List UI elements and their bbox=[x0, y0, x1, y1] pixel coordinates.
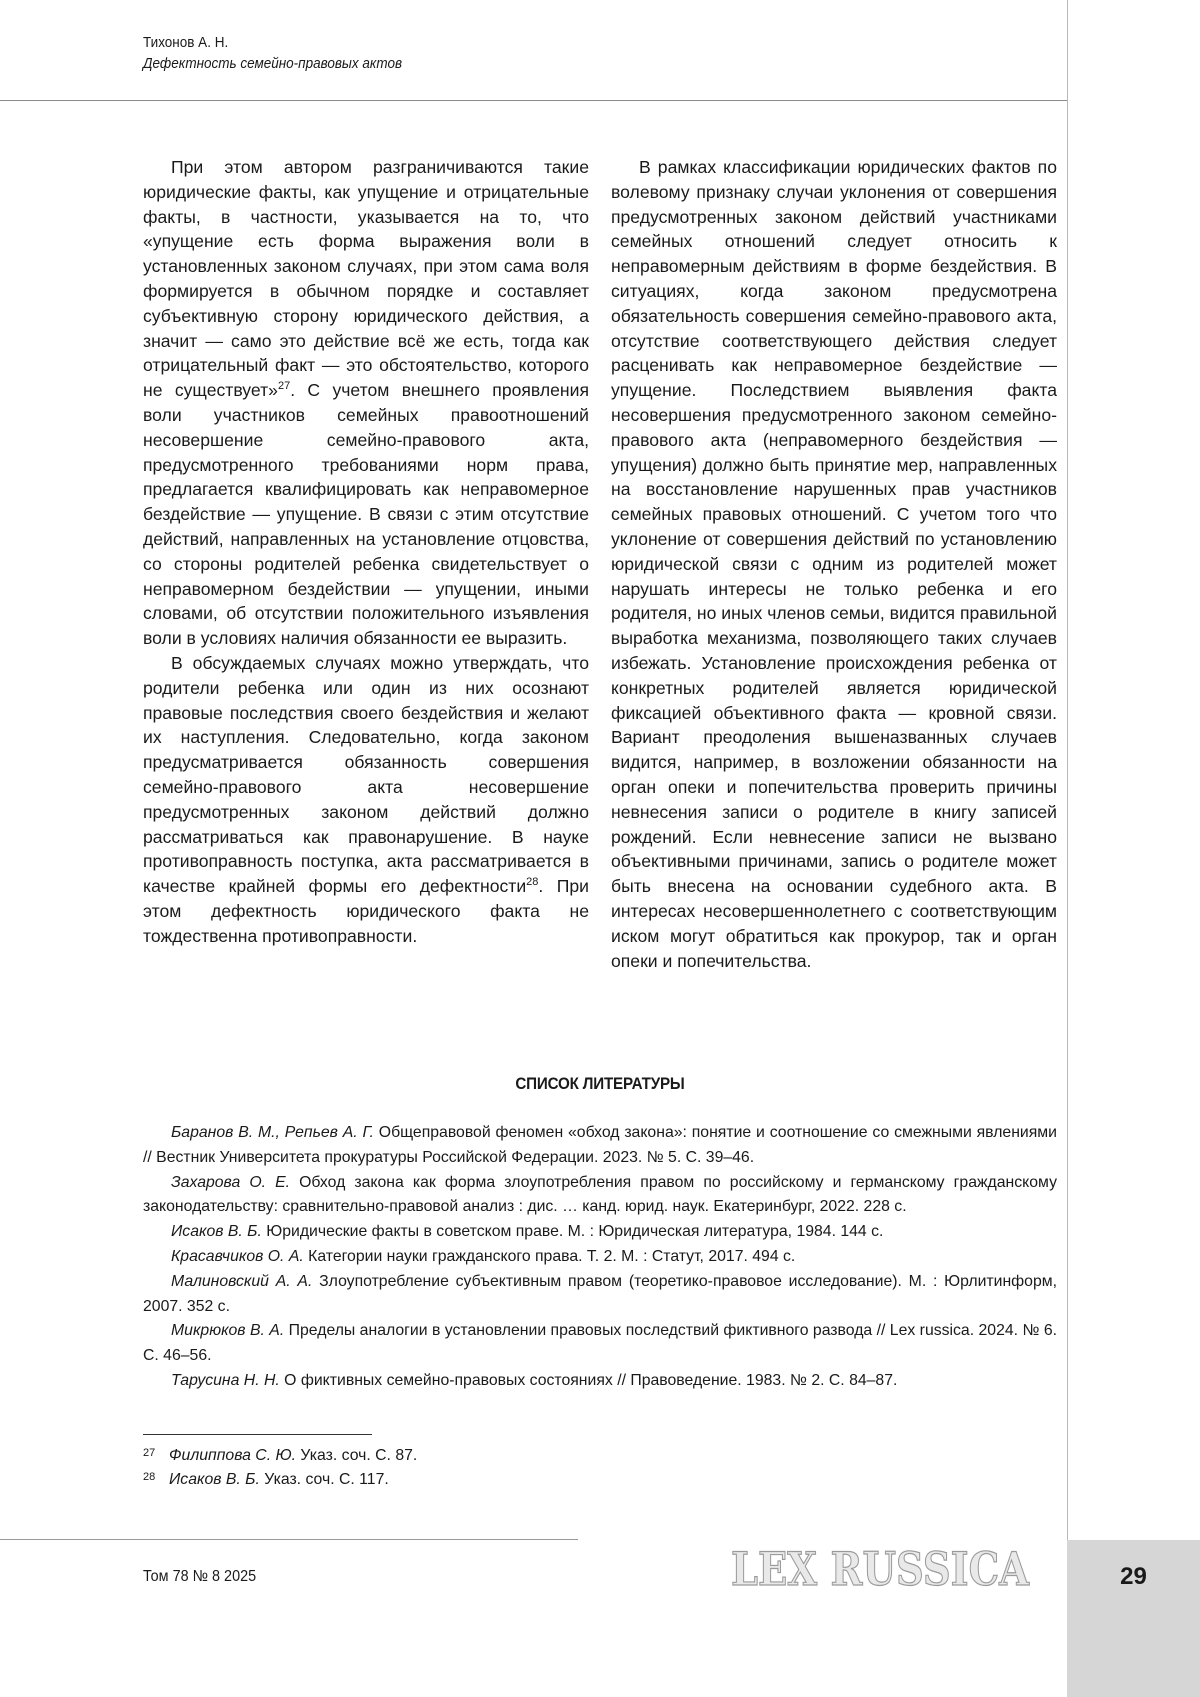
journal-issue: Том 78 № 8 2025 bbox=[143, 1568, 257, 1585]
reference-text: Пределы аналогии в установлении правовых последствий фиктивного развода // Lex russica. 2024. № 6. С. 46–56. bbox=[143, 1322, 1058, 1365]
footnotes bbox=[143, 1444, 1057, 1492]
paragraph bbox=[143, 651, 589, 949]
footnote-author: Филиппова С. Ю. bbox=[169, 1447, 297, 1464]
footnote-number: 27 bbox=[143, 1447, 156, 1459]
lex-russica-logo bbox=[727, 1538, 1033, 1598]
side-margin-bar bbox=[1067, 0, 1200, 1697]
reference-item bbox=[143, 1171, 1057, 1221]
references-title: СПИСОК ЛИТЕРАТУРЫ bbox=[515, 1075, 685, 1093]
reference-text: Общеправовой феномен «обход закона»: понятие и соотношение со смежными явлениями // Вестник Университета прокуратуры Российской Федерации. 2023. № 5. С. 39–46. bbox=[143, 1124, 1057, 1166]
paragraph-text: . При этом дефектность юридического факта не тождественна противоправности. bbox=[143, 876, 589, 946]
reference-text: Юридические факты в советском праве. М. : Юридическая литература, 1984. 144 с. bbox=[261, 1223, 884, 1241]
article-body bbox=[143, 155, 1057, 973]
reference-authors: Исаков В. Б. bbox=[171, 1223, 262, 1241]
paragraph-text: При этом автором разграничиваются такие юридические факты, как упущение и отрицательные факты, в частности, указывается на то, что «упущение есть форма выражения воли в установленных законом случаях, при этом сама воля формируется в обычном порядке и составляет субъективную сторону юридического действия, а значит — само это действие всё же есть, тогда как отрицательный факт — это обстоятельство, которого не существует» bbox=[143, 157, 589, 401]
reference-authors: Микрюков В. А. bbox=[171, 1322, 285, 1340]
footnote-number: 28 bbox=[143, 1471, 156, 1483]
footnote-text: Указ. соч. С. 87. bbox=[296, 1447, 418, 1464]
left-column bbox=[143, 155, 589, 973]
header-article-title: Дефектность семейно-правовых актов bbox=[143, 55, 403, 72]
footnote-ref: 28 bbox=[526, 876, 539, 889]
footnote-text: Указ. соч. С. 117. bbox=[259, 1471, 389, 1488]
paragraph: В рамках классификации юридических фактов по волевому признаку случаи уклонения от совершения предусмотренных законом действий участниками семейных отношений следует относить к неправомерным действиям в форме бездействия. В ситуациях, когда законом предусмотрена обязательность совершения семейно-правового акта, отсутствие соответствующего действия следует расценивать как неправомерное бездействие — упущение. Последствием выявления факта несовершения предусмотренного законом семейно-правового акта (неправомерного бездействия — упущения) должно быть принятие мер, направленных на восстановление нарушенных прав участников семейных правовых отношений. С учетом того что уклонение от совершения действий по установлению юридической связи с одним из родителей может нарушать интересы не только ребенка и его родителя, но иных членов семьи, видится правильной выработка механизма, позволяющего таких случаев избежать. Установление происхождения ребенка от конкретных родителей является юридической фиксацией объективного факта — кровной связи. Вариант преодоления вышеназванных случаев видится, например, в возложении обязанности на орган опеки и попечительства проверить причины невнесения записи о родителе в книгу записей рождений. Если невнесение записи не вызвано объективными причинами, запись о родителе может быть внесена на основании судебного акта. В интересах несовершеннолетнего с соответствующим иском могут обратиться как прокурор, так и орган опеки и попечительства. bbox=[611, 157, 1057, 971]
reference-authors: Малиновский А. А. bbox=[171, 1272, 313, 1290]
reference-item bbox=[143, 1220, 1057, 1245]
reference-item bbox=[143, 1369, 1057, 1394]
reference-text: Обход закона как форма злоупотребления правом по российскому и германскому гражданскому законодательству: сравнительно-правовой анализ : дис. … канд. юрид. наук. Екатеринбург, 2022. 228 с. bbox=[143, 1173, 1057, 1216]
footnote bbox=[143, 1444, 1057, 1468]
paragraph-text: В обсуждаемых случаях можно утверждать, что родители ребенка или один из них осознают правовые последствия своего бездействия и желают их наступления. Следовательно, когда законом предусматривается обязанность совершения семейно-правового акта несовершение предусмотренных законом действий должно рассматриваться как правонарушение. В науке противоправность поступка, акта рассматривается в качестве крайней формы его дефектности bbox=[143, 652, 589, 897]
page-number: 29 bbox=[1120, 1563, 1147, 1590]
references-list bbox=[143, 1121, 1057, 1394]
paragraph bbox=[143, 155, 589, 651]
reference-authors: Тарусина Н. Н. bbox=[171, 1371, 280, 1389]
footnote-divider bbox=[143, 1434, 372, 1435]
right-column bbox=[611, 155, 1057, 973]
footnote-author: Исаков В. Б. bbox=[169, 1471, 260, 1488]
reference-authors: Красавчиков О. А. bbox=[171, 1247, 304, 1265]
reference-item bbox=[143, 1270, 1057, 1320]
reference-authors: Захарова О. Е. bbox=[171, 1173, 291, 1191]
reference-authors: Баранов В. М., Репьев А. Г. bbox=[171, 1124, 374, 1141]
reference-item bbox=[143, 1245, 1057, 1270]
footnote-ref: 27 bbox=[277, 380, 291, 393]
footnote bbox=[143, 1468, 1057, 1492]
reference-text: О фиктивных семейно-правовых состояниях // Правоведение. 1983. № 2. С. 84–87. bbox=[279, 1371, 898, 1389]
logo-text: LEX RUSSICA bbox=[731, 1542, 1031, 1596]
paragraph-text: . С учетом внешнего проявления воли участников семейных правоотношений несовершение семейно-правового акта, предусмотренного требованиями норм права, предлагается квалифицировать как неправомерное бездействие — упущение. В связи с этим отсутствие действий, направленных на установление отцовства, со стороны родителей ребенка свидетельствует о неправомерном бездействии — упущении, иными словами, об отсутствии положительного изъявления воли в условиях наличия обязанности ее выразить. bbox=[143, 380, 589, 649]
reference-text: Злоупотребление субъективным правом (теоретико-правовое исследование). М. : Юрлитинформ, 2007. 352 с. bbox=[143, 1272, 1057, 1315]
reference-text: Категории науки гражданского права. Т. 2. М. : Статут, 2017. 494 с. bbox=[303, 1247, 796, 1265]
header-author: Тихонов А. Н. bbox=[143, 34, 229, 51]
reference-item bbox=[143, 1121, 1057, 1171]
running-header bbox=[143, 33, 1043, 75]
footer-divider bbox=[0, 1539, 578, 1540]
header-divider bbox=[0, 100, 1067, 101]
reference-item bbox=[143, 1319, 1057, 1369]
